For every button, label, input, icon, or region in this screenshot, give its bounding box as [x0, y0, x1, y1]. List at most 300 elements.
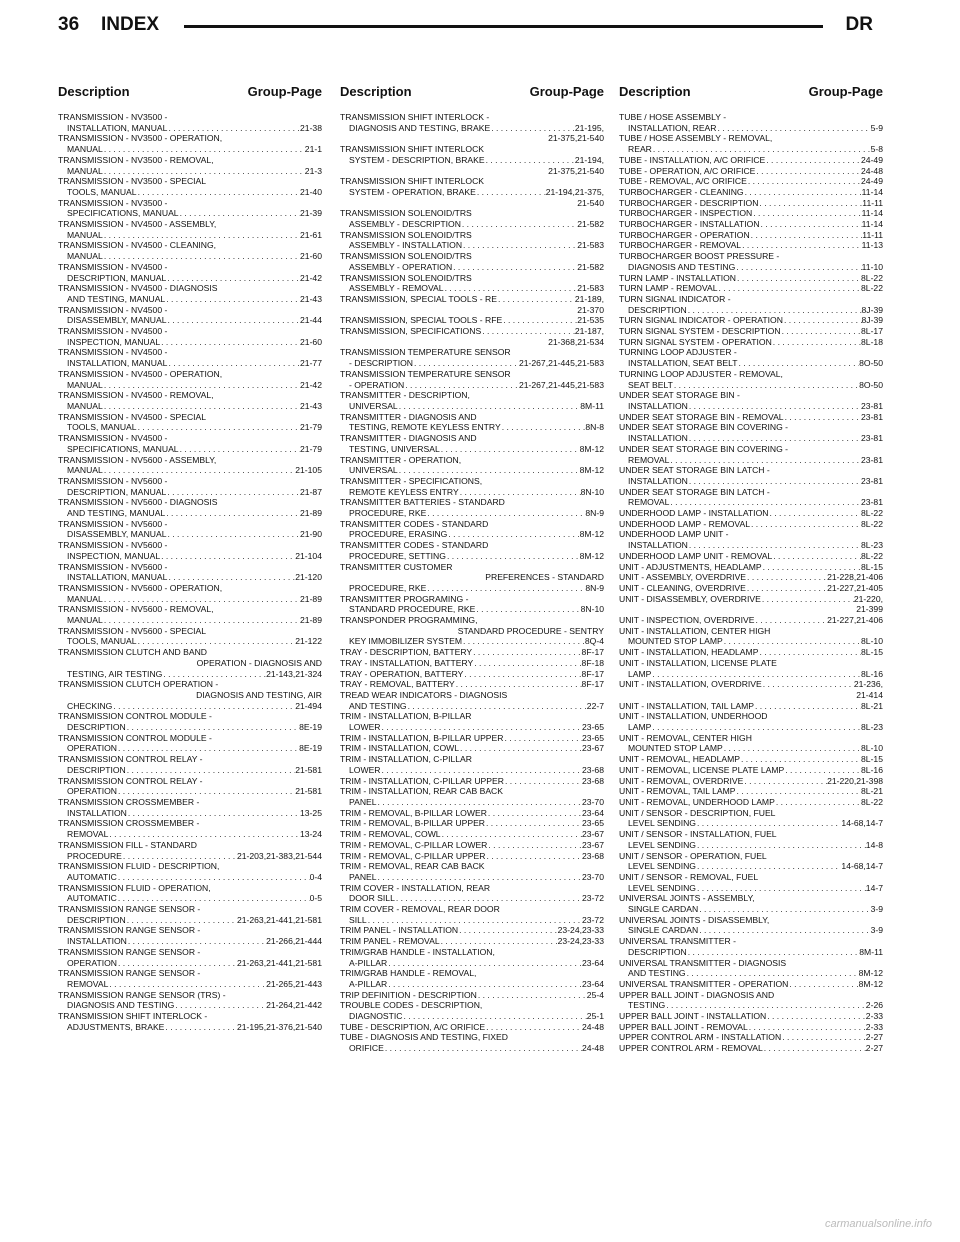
leader-dots: [459, 487, 581, 498]
index-column-3: [619, 84, 883, 1054]
entry-line: [619, 176, 883, 187]
leader-dots: [669, 497, 861, 508]
entry-text: TURN LAMP - REMOVAL: [619, 283, 718, 294]
page-ref: 0-4: [309, 871, 322, 882]
entry-text: ASSEMBLY - INSTALLATION: [349, 240, 463, 251]
entry-text: TRANSMISSION SHIFT INTERLOCK: [340, 176, 485, 187]
entry-line: [619, 797, 883, 808]
leader-dots: [103, 594, 300, 605]
leader-dots: [766, 1011, 866, 1022]
entry-text: INSTALLATION: [628, 400, 688, 411]
page-ref: 23-72: [582, 893, 604, 904]
index-entry: [619, 208, 883, 219]
page-ref: 21-194,: [574, 154, 604, 165]
entry-text: TRANSMITTER - DIAGNOSIS AND: [340, 411, 477, 422]
entry-text: PROCEDURE, RKE: [349, 508, 427, 519]
page-ref: 21-195,21-376,21-540: [236, 1021, 322, 1032]
leader-dots: [117, 743, 299, 754]
page-ref: 23-81: [861, 433, 883, 444]
index-entry: [619, 283, 883, 294]
entry-list: [58, 112, 322, 1032]
page-number: 36: [58, 14, 80, 35]
entry-text: MOUNTED STOP LAMP: [628, 636, 723, 647]
leader-dots: [179, 444, 300, 455]
entry-line: [58, 508, 322, 519]
page-ref: 2-27: [865, 1032, 883, 1043]
leader-dots: [738, 358, 860, 369]
entry-line: [58, 829, 322, 840]
index-entry: [340, 412, 604, 433]
entry-text: TRIM - INSTALLATION, B-PILLAR UPPER: [340, 732, 504, 743]
entry-text: TRAY - OPERATION, BATTERY: [340, 668, 464, 679]
entry-text: TRIM - INSTALLATION, COWL: [340, 743, 460, 754]
leader-dots: [740, 754, 861, 765]
entry-text: LEVEL SENDING: [628, 839, 696, 850]
index-entry: [340, 968, 604, 989]
index-entry: [619, 294, 883, 315]
entry-text: UNIVERSAL: [349, 400, 398, 411]
leader-dots: [768, 508, 861, 519]
page-ref: 21-42: [300, 272, 322, 283]
entry-line: [619, 883, 883, 894]
entry-text: ASSEMBLY - DESCRIPTION: [349, 219, 461, 230]
entry-line: [619, 1032, 883, 1043]
index-entry: [340, 326, 604, 347]
index-entry: [619, 155, 883, 166]
page-ref: 21-1: [304, 144, 322, 155]
entry-line: [58, 594, 322, 605]
entry-line: [619, 187, 883, 198]
index-entry: [58, 497, 322, 518]
page-ref: 8O-50: [859, 358, 883, 369]
leader-dots: [775, 797, 861, 808]
index-column-2: [340, 84, 604, 1054]
leader-dots: [686, 968, 859, 979]
leader-dots: [747, 176, 861, 187]
index-entry: [340, 936, 604, 947]
entry-text: TRANSMISSION - NV4500 -: [58, 304, 168, 315]
entry-text: TRIM - INSTALLATION, B-PILLAR: [340, 711, 472, 722]
leader-dots: [490, 123, 575, 134]
page-ref: 21-194,21-375,: [545, 186, 604, 197]
page-ref: 8M-12: [579, 529, 604, 540]
page-ref: 21-89: [300, 508, 322, 519]
page-ref: 8L-16: [861, 764, 883, 775]
leader-dots: [651, 669, 861, 680]
entry-text: TRIM - INSTALLATION, C-PILLAR: [340, 754, 472, 765]
entry-text: LAMP: [628, 668, 652, 679]
entry-text: UNDERHOOD LAMP UNIT - REMOVAL: [619, 550, 773, 561]
entry-line: [340, 829, 604, 840]
page-ref: 23-65: [582, 818, 604, 829]
page-ref: 8E-19: [299, 722, 322, 733]
entry-text: TRANSMISSION, SPECIFICATIONS: [340, 326, 482, 337]
page-ref: 13-25: [300, 807, 322, 818]
index-entry: [619, 583, 883, 594]
entry-text: UNDER SEAT STORAGE BIN - REMOVAL: [619, 411, 784, 422]
page-ref: 21-143,21-324: [266, 668, 322, 679]
index-entry: [340, 390, 604, 411]
leader-dots: [723, 743, 861, 754]
leader-dots: [126, 765, 296, 776]
entry-line: [619, 326, 883, 337]
index-entry: [58, 818, 322, 839]
entry-text: UNIT / SENSOR - DESCRIPTION, FUEL: [619, 807, 776, 818]
index-entry: [619, 551, 883, 562]
leader-dots: [481, 326, 575, 337]
page-ref: 23-70: [582, 871, 604, 882]
entry-text: MOUNTED STOP LAMP: [628, 743, 723, 754]
entry-text: AND TESTING: [628, 968, 686, 979]
section-title: INDEX: [101, 14, 160, 35]
page-ref: 23-65: [582, 732, 604, 743]
index-entry: [619, 765, 883, 776]
page-ref: 21-120: [295, 572, 322, 583]
page-ref: 24-48: [582, 1021, 604, 1032]
index-entry: [58, 883, 322, 904]
index-entry: [619, 776, 883, 787]
page-ref: 3-9: [870, 904, 883, 915]
page-ref: 21-89: [300, 615, 322, 626]
index-entry: [619, 487, 883, 508]
page-ref: 8L-17: [861, 326, 883, 337]
entry-line: [340, 1022, 604, 1033]
page-ref: 21-60: [300, 336, 322, 347]
entry-text: TRANSMITTER CODES - STANDARD: [340, 518, 489, 529]
page-ref: 8L-18: [861, 336, 883, 347]
entry-text: SYSTEM - DESCRIPTION, BRAKE: [349, 154, 485, 165]
page-ref: 23-81: [861, 497, 883, 508]
entry-line: [340, 401, 604, 412]
entry-text: TRANSMISSION - NV3500 - SPECIAL: [58, 176, 207, 187]
page-ref: 11-14: [861, 208, 883, 219]
index-entry: [340, 658, 604, 669]
page-ref: 8L-22: [861, 272, 883, 283]
index-entry: [619, 273, 883, 284]
leader-dots: [485, 1022, 582, 1033]
index-entry: [619, 711, 883, 732]
leader-dots: [736, 786, 861, 797]
leader-dots: [784, 765, 861, 776]
entry-text: MANUAL: [67, 400, 103, 411]
index-entry: [58, 112, 322, 133]
leader-dots: [688, 476, 861, 487]
index-entry: [619, 936, 883, 957]
leader-dots: [485, 851, 582, 862]
index-entry: [340, 347, 604, 368]
leader-dots: [503, 733, 582, 744]
entry-text: REMOTE KEYLESS ENTRY: [349, 486, 459, 497]
entry-text: UNIT - REMOVAL, LICENSE PLATE LAMP: [619, 764, 785, 775]
page-ref: 8M-12: [579, 550, 604, 561]
index-entry: [340, 829, 604, 840]
leader-dots: [735, 262, 861, 273]
entry-text: TRANSMISSION - NV4500 -: [58, 433, 168, 444]
index-entry: [619, 562, 883, 573]
header-rule: [184, 25, 823, 28]
leader-dots: [398, 465, 580, 476]
entry-text: UPPER BALL JOINT - INSTALLATION: [619, 1011, 767, 1022]
index-entry: [340, 230, 604, 251]
index-entry: [58, 1011, 322, 1032]
leader-dots: [367, 915, 582, 926]
entry-text: AUTOMATIC: [67, 871, 117, 882]
entry-line: [619, 401, 883, 412]
entry-text: TRANSMISSION FILL - STANDARD: [58, 839, 197, 850]
page-ref: 21-122: [295, 636, 322, 647]
entry-text: MANUAL: [67, 379, 103, 390]
entry-text: TRANSMISSION SHIFT INTERLOCK -: [58, 1011, 208, 1022]
page-ref: 21-582: [577, 261, 604, 272]
entry-text: LEVEL SENDING: [628, 818, 696, 829]
page-ref: 21-227,21-405: [827, 582, 883, 593]
leader-dots: [165, 294, 300, 305]
entry-line: [58, 722, 322, 733]
entry-text: TRIM - REMOVAL, COWL: [340, 829, 441, 840]
entry-line: [619, 765, 883, 776]
entry-line: [340, 679, 604, 690]
entry-text: TRANSMISSION, SPECIAL TOOLS - RE: [340, 293, 497, 304]
page-ref: 21-267,21-445,21-583: [518, 358, 604, 369]
page-ref: 21-43: [300, 400, 322, 411]
leader-dots: [103, 230, 300, 241]
leader-dots: [750, 230, 863, 241]
index-entry: [619, 915, 883, 936]
entry-text: SPECIFICATIONS, MANUAL: [67, 443, 179, 454]
leader-dots: [459, 743, 582, 754]
index-entry: [58, 562, 322, 583]
leader-dots: [717, 123, 871, 134]
entry-text: LAMP: [628, 722, 652, 733]
entry-text: TRANSMISSION CONTROL RELAY -: [58, 775, 203, 786]
entry-text: OPERATION: [67, 786, 117, 797]
page-ref: 8N-8: [585, 422, 604, 433]
page-ref: 23-67: [582, 743, 604, 754]
page-header: [58, 12, 873, 46]
entry-text: STANDARD PROCEDURE, RKE: [349, 604, 476, 615]
index-entry: [58, 797, 322, 818]
entry-line: [58, 615, 322, 626]
leader-dots: [696, 861, 841, 872]
page-ref: 8L-23: [861, 722, 883, 733]
leader-dots: [126, 722, 299, 733]
index-entry: [340, 433, 604, 454]
page-ref: 11-13: [861, 240, 883, 251]
entry-text: TRANSMISSION CROSSMEMBER -: [58, 818, 200, 829]
index-entry: [340, 840, 604, 851]
page-ref: 2-33: [865, 1011, 883, 1022]
page-ref: 8N-9: [585, 582, 604, 593]
entry-line: [619, 743, 883, 754]
entry-text: UNDER SEAT STORAGE BIN COVERING -: [619, 422, 789, 433]
index-entry: [619, 786, 883, 797]
entry-text: TRANSMISSION - NV5600 - DIAGNOSIS: [58, 497, 218, 508]
entry-text: TRAY - DESCRIPTION, BATTERY: [340, 647, 473, 658]
entry-line: [58, 915, 322, 926]
entry-text: SYSTEM - OPERATION, BRAKE: [349, 186, 476, 197]
index-entry: [58, 390, 322, 411]
entry-text: TRANSMITTER - OPERATION,: [340, 454, 462, 465]
leader-dots: [162, 669, 266, 680]
section-code: DR: [845, 14, 873, 35]
column-header: [58, 84, 322, 106]
page-ref: 21-195,: [574, 122, 604, 133]
entry-line: [619, 840, 883, 851]
entry-line: [619, 166, 883, 177]
page-ref: 21-189,: [574, 293, 604, 304]
index-entry: [340, 315, 604, 326]
entry-line: [619, 497, 883, 508]
index-entry: [619, 1043, 883, 1054]
page-ref: 21-39: [300, 208, 322, 219]
entry-line: [619, 776, 883, 787]
entry-line: [619, 562, 883, 573]
leader-dots: [452, 262, 577, 273]
leader-dots: [381, 722, 583, 733]
entry-line: [619, 968, 883, 979]
entry-text: TOOLS, MANUAL: [67, 186, 137, 197]
entry-text: UNIVERSAL JOINTS - DISASSEMBLY,: [619, 914, 770, 925]
entry-line: [58, 422, 322, 433]
entry-line: [340, 990, 604, 1001]
entry-line: [58, 144, 322, 155]
entry-line: [619, 679, 883, 690]
entry-text: INSTALLATION: [67, 936, 127, 947]
index-entry: [340, 144, 604, 176]
entry-text: TRANSMISSION RANGE SENSOR (TRS) -: [58, 989, 226, 1000]
entry-line: [58, 208, 322, 219]
entry-line: [340, 979, 604, 990]
entry-text: INSTALLATION: [628, 540, 688, 551]
leader-dots: [762, 562, 861, 573]
entry-text: OPERATION: [67, 743, 117, 754]
entry-line: [619, 861, 883, 872]
index-entry: [340, 497, 604, 518]
page-ref: 8L-15: [861, 647, 883, 658]
page-ref: 8L-15: [861, 561, 883, 572]
index-entry: [340, 990, 604, 1001]
leader-dots: [744, 187, 862, 198]
leader-dots: [103, 465, 295, 476]
leader-dots: [696, 818, 841, 829]
index-entry: [58, 925, 322, 946]
entry-text: TRANSMITTER - SPECIFICATIONS,: [340, 475, 483, 486]
entry-text: - DESCRIPTION: [349, 358, 413, 369]
entry-line: [58, 893, 322, 904]
entry-text: DISASSEMBLY, MANUAL: [67, 529, 167, 540]
entry-text: TURN SIGNAL SYSTEM - DESCRIPTION: [619, 326, 781, 337]
index-entry: [619, 572, 883, 583]
index-entry: [619, 829, 883, 850]
entry-line: [619, 572, 883, 583]
entry-text: TRANSMISSION SOLENOID/TRS: [340, 272, 472, 283]
index-entry: [58, 711, 322, 732]
index-entry: [619, 347, 883, 368]
entry-line: [619, 1011, 883, 1022]
index-entry: [619, 647, 883, 658]
page-ref: 21-264,21-442: [266, 1000, 322, 1011]
entry-text: MANUAL: [67, 465, 103, 476]
entry-line: [619, 455, 883, 466]
leader-dots: [696, 883, 866, 894]
index-entry: [619, 958, 883, 979]
leader-dots: [502, 315, 577, 326]
entry-text: MANUAL: [67, 251, 103, 262]
leader-dots: [763, 1043, 866, 1054]
page-ref-continued: 21-368,21-534: [548, 336, 604, 347]
entry-line: [58, 786, 322, 797]
page-ref: 3-9: [870, 925, 883, 936]
entry-text: TRANSMITTER CODES - STANDARD: [340, 540, 489, 551]
entry-line: [340, 187, 604, 198]
index-entry: [58, 283, 322, 304]
leader-dots: [387, 979, 582, 990]
page-ref: 21-43: [300, 293, 322, 304]
entry-line: [58, 636, 322, 647]
entry-text: REMOVAL: [67, 829, 109, 840]
entry-text: TRANSMISSION RANGE SENSOR -: [58, 946, 201, 957]
entry-text: INSTALLATION, MANUAL: [67, 572, 168, 583]
page-ref: 21-583: [577, 283, 604, 294]
entry-text: TRANSMISSION - NV5600 - OPERATION,: [58, 582, 223, 593]
entry-text: TRANSMISSION - NV5600 - REMOVAL,: [58, 604, 214, 615]
entry-text: TRANSMISSION SHIFT INTERLOCK: [340, 144, 485, 155]
entry-line: [340, 604, 604, 615]
entry-text: TRIM - INSTALLATION, C-PILLAR UPPER: [340, 775, 504, 786]
index-entry: [619, 733, 883, 754]
index-entry: [619, 390, 883, 411]
page-ref: 11-14: [861, 186, 883, 197]
entry-text: UNIT - INSTALLATION, LICENSE PLATE: [619, 657, 777, 668]
entry-text: SPECIFICATIONS, MANUAL: [67, 208, 179, 219]
entry-text: INSTALLATION: [628, 433, 688, 444]
entry-line: [619, 979, 883, 990]
leader-dots: [758, 198, 862, 209]
entry-text: INSPECTION, MANUAL: [67, 550, 161, 561]
page-ref: 23-68: [582, 764, 604, 775]
index-entry: [340, 861, 604, 882]
entry-text: DESCRIPTION: [628, 304, 687, 315]
page-ref: 23-24,23-33: [557, 925, 604, 936]
entry-text: PROCEDURE, ERASING: [349, 529, 448, 540]
entry-line: [58, 401, 322, 412]
page-ref: 21-3: [304, 165, 322, 176]
leader-dots: [167, 123, 300, 134]
entry-text: UNIVERSAL TRANSMITTER -: [619, 936, 736, 947]
index-entry: [58, 198, 322, 219]
index-entry: [340, 883, 604, 904]
leader-dots: [762, 679, 854, 690]
entry-text: TRANSMISSION CONTROL MODULE -: [58, 732, 212, 743]
leader-dots: [126, 915, 237, 926]
entry-line: [340, 551, 604, 562]
entry-line: [619, 540, 883, 551]
page-ref: 8J-39: [861, 304, 883, 315]
entry-line: [619, 198, 883, 209]
index-entry: [58, 626, 322, 647]
entry-text: INSTALLATION: [67, 807, 127, 818]
page-ref: 23-70: [582, 797, 604, 807]
entry-text: TRANSMISSION SOLENOID/TRS: [340, 208, 472, 219]
group-page-header: Group-Page: [247, 84, 322, 99]
entry-line: [619, 786, 883, 797]
entry-text: TUBE - INSTALLATION, A/C ORIFICE: [619, 154, 766, 165]
leader-dots: [103, 380, 300, 391]
page-ref: 21-227,21-406: [827, 615, 883, 626]
entry-line: [58, 358, 322, 369]
index-entry: [58, 968, 322, 989]
entry-text: TESTING, AIR TESTING: [67, 668, 163, 679]
